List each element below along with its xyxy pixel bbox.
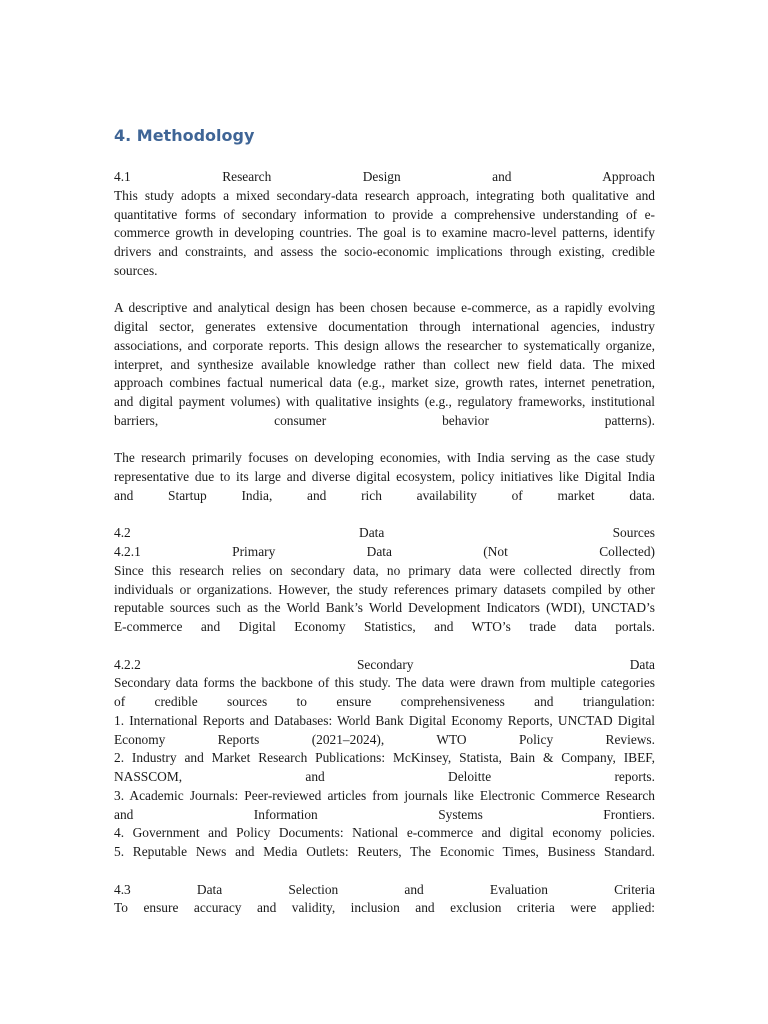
paragraph-line: reputable sources such as the World Bank’s World Development Indicators (WDI), UNCTAD’s — [114, 600, 655, 616]
paragraph-line: approach combines factual numerical data (e.g., market size, growth rates, internet penetration, — [114, 375, 655, 391]
paragraph-line: digital sector, generates extensive documentation through international agencies, industry — [114, 319, 655, 334]
paragraph-line: Secondary data forms the backbone of this study. The data were drawn from multiple categories — [114, 675, 655, 691]
paragraph-line: associations, and corporate reports. This design allows the researcher to systematically organize, — [114, 337, 655, 353]
paragraph-line: sources. — [114, 262, 158, 278]
paragraph-line: of credible sources to ensure comprehensiveness and triangulation: — [114, 694, 655, 709]
paragraph-line: commerce growth in developing countries. The goal is to examine macro-level patterns, identify — [114, 225, 655, 241]
list-item: 2. Industry and Market Research Publications: McKinsey, Statista, Bain & Company, IBEF, — [114, 750, 655, 766]
paragraph-line: A descriptive and analytical design has been chosen because e-commerce, as a rapidly evolving — [114, 300, 655, 316]
list-item: NASSCOM, and Deloitte reports. — [114, 769, 655, 784]
list-item: Economy Reports (2021–2024), WTO Policy Reviews. — [114, 731, 655, 747]
paragraph-line: and Startup India, and rich availability of market data. — [114, 487, 655, 503]
list-item: 1. International Reports and Databases: World Bank Digital Economy Reports, UNCTAD Digital — [114, 712, 655, 728]
paragraph-line: individuals or organizations. However, the study references primary datasets compiled by other — [114, 581, 655, 597]
document-body — [114, 124, 655, 918]
paragraph-line: The research primarily focuses on developing economies, with India serving as the case study — [114, 450, 655, 466]
subsection-title-4-2: 4.2 Data Sources — [114, 525, 655, 541]
paragraph-line: and digital payment volumes) with qualitative insights (e.g., regulatory frameworks, institutional — [114, 394, 655, 409]
list-item: 4. Government and Policy Documents: National e-commerce and digital economy policies. — [114, 825, 655, 841]
section-heading: 4. Methodology — [114, 126, 255, 145]
subsection-title-4-3: 4.3 Data Selection and Evaluation Criteria — [114, 881, 655, 897]
paragraph-line: To ensure accuracy and validity, inclusion and exclusion criteria were applied: — [114, 900, 655, 916]
list-item: and Information Systems Frontiers. — [114, 806, 655, 822]
paragraph-line: This study adopts a mixed secondary-data research approach, integrating both qualitative and — [114, 187, 655, 203]
subsection-title-4-2-2: 4.2.2 Secondary Data — [114, 656, 655, 672]
paragraph-line: interpret, and synthesize available knowledge rather than collect new field data. The mixed — [114, 356, 655, 372]
list-item: 5. Reputable News and Media Outlets: Reuters, The Economic Times, Business Standard. — [114, 844, 655, 859]
paragraph-line: Since this research relies on secondary data, no primary data were collected directly from — [114, 562, 655, 578]
subsection-title-4-1: 4.1 Research Design and Approach — [114, 169, 655, 184]
paragraph-line: quantitative forms of secondary information to provide a comprehensive understanding of e- — [114, 206, 655, 222]
list-item: 3. Academic Journals: Peer-reviewed articles from journals like Electronic Commerce Research — [114, 787, 655, 803]
paragraph-line: barriers, consumer behavior patterns). — [114, 412, 655, 428]
paragraph-line: E-commerce and Digital Economy Statistics, and WTO’s trade data portals. — [114, 619, 655, 634]
paragraph-line: representative due to its large and diverse digital ecosystem, policy initiatives like Digital India — [114, 469, 655, 484]
paragraph-line: drivers and constraints, and assess the socio-economic implications through existing, credible — [114, 244, 655, 259]
subsection-title-4-2-1: 4.2.1 Primary Data (Not Collected) — [114, 544, 655, 559]
